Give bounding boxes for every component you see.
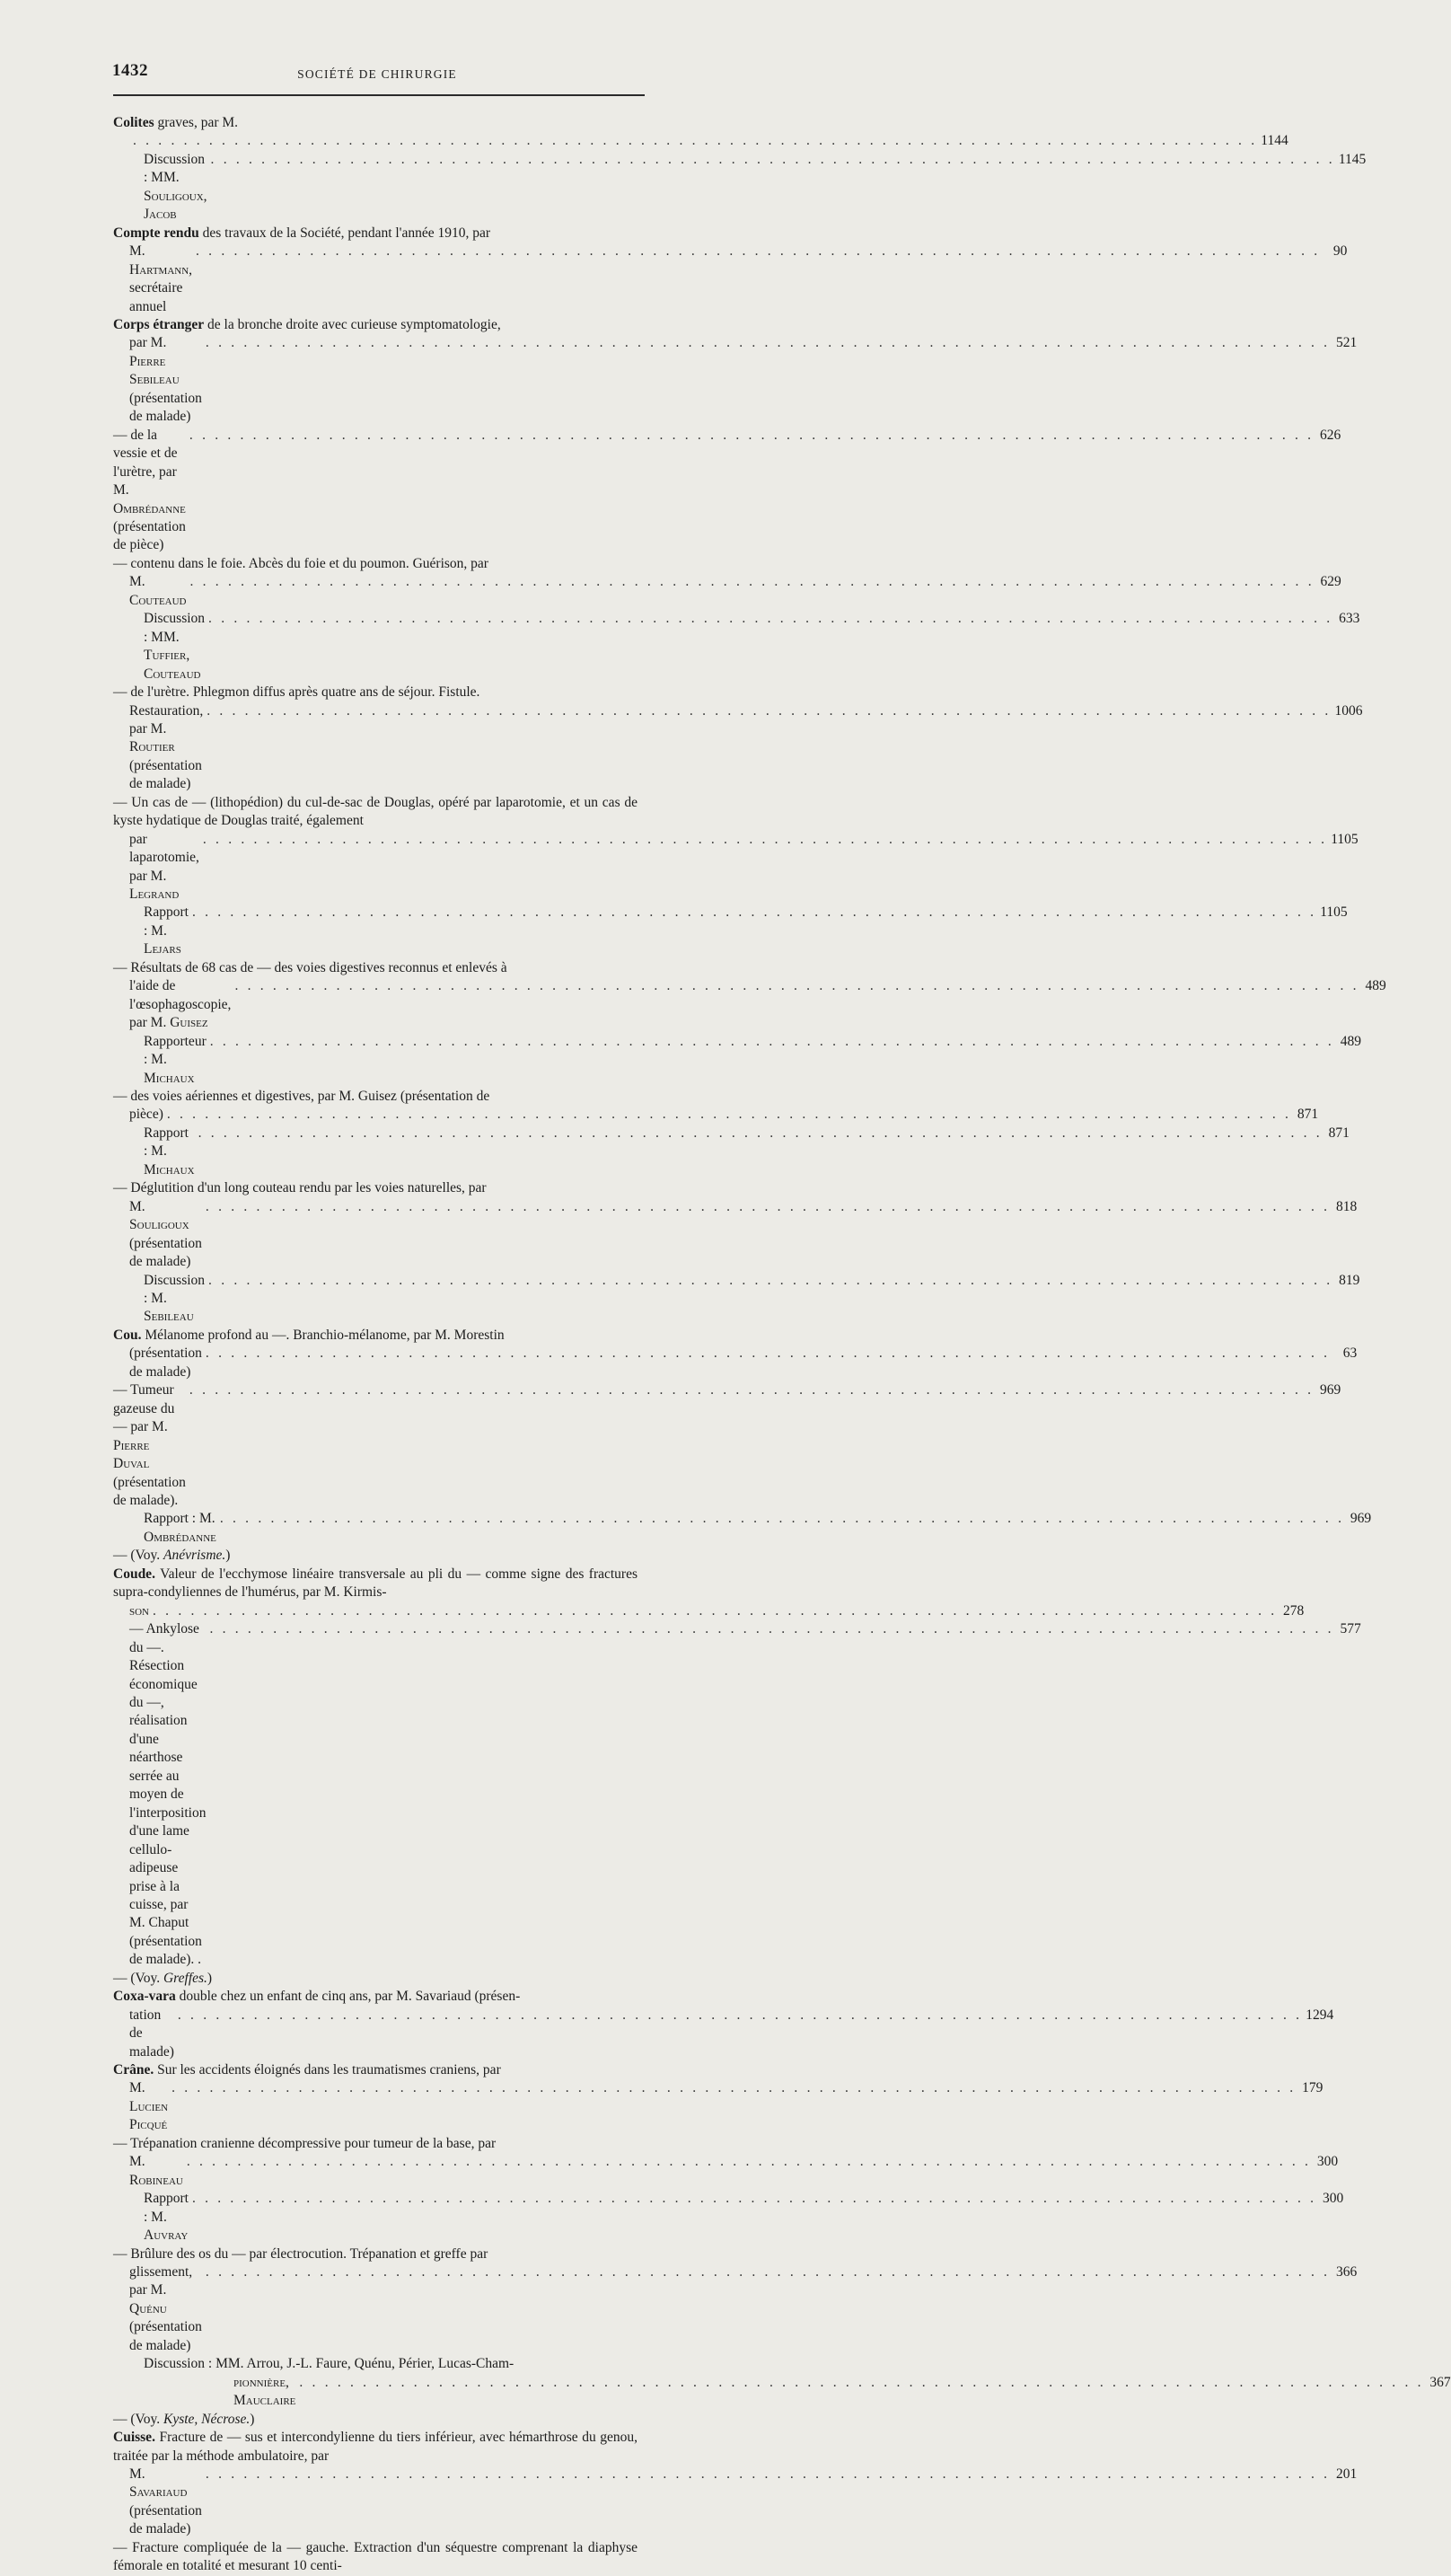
text-run: Discussion : MM. — [144, 151, 206, 186]
index-line — [113, 2153, 1339, 2190]
author-name: Tuffier, Couteaud — [144, 648, 201, 682]
entry-text — [129, 334, 202, 426]
entry-text: — Brûlure des os du — par électrocution. Trépanation et greffe par — [113, 2245, 488, 2262]
text-run: par M. — [129, 335, 167, 351]
dot-leader: . . . . . . . . . . . . . . . . . . . . . . . . . . . . . . . . . . . . . . . . . . . . . . . . . . . . . . . . . . . . . . . . . . . . . . . . . . . . . . . . . . . . . . . . . — [186, 2154, 1312, 2170]
author-name: Guisez — [170, 1015, 208, 1031]
dot-leader: . . . . . . . . . . . . . . . . . . . . . . . . . . . . . . . . . . . . . . . . . . . . . . . . . . . . . . . . . . . . . . . . . . . . . . . . . . . . . . . . . . . . . . . . . — [191, 904, 1317, 921]
index-line — [113, 1602, 1305, 1620]
dot-leader: . . . . . . . . . . . . . . . . . . . . . . . . . . . . . . . . . . . . . . . . . . . . . . . . . . . . . . . . . . . . . . . . . . . . . . . . . . . . . . . . . . . . . . . . . — [207, 702, 1332, 719]
entry-heading-line — [113, 1988, 638, 2006]
text-run: Rapport : M. — [144, 2191, 189, 2225]
index-line — [113, 2007, 1334, 2061]
text-run: Fracture de — sus et intercondylienne du tiers inférieur, avec hémarthrose du genou, traitée par la méthode ambulatoire, par — [113, 2430, 638, 2464]
index-line — [113, 427, 1341, 555]
text-run: M. — [129, 2080, 145, 2096]
text-run: ) — [225, 1548, 231, 1564]
text-run: (présentation de malade) — [129, 757, 202, 792]
author-name: Couteaud — [129, 592, 187, 608]
page-ref: 626 — [1319, 427, 1341, 443]
entry-text — [129, 977, 231, 1032]
text-run: (présentation de pièce) — [113, 518, 186, 553]
index-line — [113, 2263, 1358, 2355]
author-name: son — [129, 1602, 150, 1619]
entry-text — [129, 1620, 206, 1970]
see-also-line — [113, 1970, 638, 1988]
page-ref: 63 — [1342, 1345, 1358, 1362]
author-name: Lejars — [144, 941, 181, 957]
page-ref: 577 — [1340, 1621, 1361, 1637]
text-run: Rapport : M. — [144, 1125, 189, 1160]
dot-leader: . . . . . . . . . . . . . . . . . . . . . . . . . . . . . . . . . . . . . . . . . . . . . . . . . . . . . . . . . . . . . . . . . . . . . . . . . . . . . . . . . . . . . . . . . — [189, 1382, 1315, 1398]
entry-heading-line — [113, 1566, 638, 1602]
entry-heading: Coxa-vara — [113, 1989, 176, 2005]
index-line — [113, 1125, 1350, 1179]
index-line — [113, 573, 1341, 610]
text-run: M. — [129, 574, 145, 590]
text-run: M. — [129, 2154, 145, 2170]
index-line — [113, 1345, 1358, 1381]
text-run: des travaux de la Société, pendant l'année 1910, par — [198, 225, 491, 241]
entry-heading: Crâne. — [113, 2062, 154, 2078]
text-run: pièce) — [129, 1107, 163, 1123]
index-line — [113, 831, 1359, 904]
page-ref: 1145 — [1338, 151, 1367, 167]
see-also-line — [113, 2411, 638, 2429]
entry-text: — Résultats de 68 cas de — des voies digestives reconnus et enlevés à — [113, 959, 507, 975]
text-run: , secrétaire annuel — [129, 261, 193, 314]
author-name: Souligoux — [129, 1217, 189, 1233]
entry-heading: Cou. — [113, 1327, 142, 1343]
index-list — [113, 114, 1451, 2576]
entry-text — [129, 831, 199, 904]
text-run: Mélanome profond au —. Branchio-mélanome, par M. Morestin — [141, 1327, 505, 1343]
entry-text — [129, 2079, 168, 2134]
entry-text — [144, 1033, 207, 1088]
text-run: double chez un enfant de cinq ans, par M. Savariaud (présen- — [175, 1989, 521, 2005]
entry-text — [144, 151, 207, 225]
index-line — [113, 1620, 1361, 1970]
entry-heading-line — [113, 2061, 638, 2079]
page-ref: 1294 — [1306, 2007, 1334, 2023]
text-run: Discussion : MM. — [144, 611, 206, 645]
dot-leader: . . . . . . . . . . . . . . . . . . . . . . . . . . . . . . . . . . . . . . . . . . . . . . . . . . . . . . . . . . . . . . . . . . . . . . . . . . . . . . . . . . . . . . . . . — [205, 1198, 1331, 1214]
entry-text — [144, 1125, 195, 1179]
page-ref: 278 — [1283, 1602, 1305, 1619]
entry-heading: Corps étranger — [113, 316, 205, 332]
dot-leader: . . . . . . . . . . . . . . . . . . . . . . . . . . . . . . . . . . . . . . . . . . . . . . . . . . . . . . . . . . . . . . . . . . . . . . . . . . . . . . . . . . . . . . . . . — [208, 1272, 1333, 1288]
text-run: — de la vessie et de l'urètre, par M. — [113, 427, 178, 498]
entry-heading: Coude. — [113, 1566, 155, 1582]
text-run: Rapporteur : M. — [144, 1033, 207, 1068]
entry-text: — Un cas de — (lithopédion) du cul-de-sac de Douglas, opéré par laparotomie, et un cas de kyste hydatique de Douglas traité, également — [113, 794, 638, 829]
text-run: (présentation de malade). — [113, 1474, 186, 1508]
text-run: Sur les accidents éloignés dans les traumatismes craniens, par — [154, 2062, 501, 2078]
dot-leader: . . . . . . . . . . . . . . . . . . . . . . . . . . . . . . . . . . . . . . . . . . . . . . . . . . . . . . . . . . . . . . . . . . . . . . . . . . . . . . . . . . . . . . . . . — [171, 2080, 1297, 2096]
index-line — [113, 2079, 1323, 2134]
entry-text — [129, 2153, 183, 2190]
entry-text — [144, 1272, 205, 1327]
index-line — [113, 702, 1363, 794]
text-run: l'aide de l'œsophagoscopie, par M. — [129, 978, 232, 1031]
page-ref: 179 — [1302, 2080, 1323, 2096]
dot-leader: . . . . . . . . . . . . . . . . . . . . . . . . . . . . . . . . . . . . . . . . . . . . . . . . . . . . . . . . . . . . . . . . . . . . . . . . . . . . . . . . . . . . . . . . . — [166, 1107, 1292, 1123]
text-run: (présentation de malade) — [129, 2319, 202, 2353]
index-line — [113, 1106, 1319, 1124]
page-ref: 521 — [1335, 335, 1358, 351]
page-number: 1432 — [112, 61, 148, 80]
entry-text — [144, 904, 189, 958]
page-ref: 367 — [1429, 2374, 1451, 2390]
entry-text — [233, 2374, 295, 2411]
author-name: Michaux — [144, 1161, 195, 1178]
author-name: Quénu — [129, 2300, 167, 2316]
entry-text — [129, 2263, 202, 2355]
page-ref: 871 — [1328, 1125, 1350, 1141]
dot-leader: . . . . . . . . . . . . . . . . . . . . . . . . . . . . . . . . . . . . . . . . . . . . . . . . . . . . . . . . . . . . . . . . . . . . . . . . . . . . . . . . . . . . . . . . . — [209, 1621, 1334, 1637]
cross-reference: Anévrisme. — [163, 1548, 226, 1564]
index-line — [113, 1272, 1360, 1327]
page-ref: 1105 — [1331, 831, 1359, 847]
text-run: par laparotomie, par M. — [129, 831, 199, 884]
author-name: Savariaud — [129, 2484, 188, 2501]
author-name: Pierre Duval — [113, 1437, 150, 1472]
entry-text — [129, 1345, 202, 1381]
index-line — [113, 1033, 1362, 1088]
text-run: tation de malade) — [129, 2007, 174, 2060]
author-name: Auvray — [144, 2228, 189, 2244]
entry-heading: Cuisse. — [113, 2430, 155, 2446]
dot-leader: . . . . . . . . . . . . . . . . . . . . . . . . . . . . . . . . . . . . . . . . . . . . . . . . . . . . . . . . . . . . . . . . . . . . . . . . . . . . . . . . . . . . . . . . . — [205, 2466, 1331, 2482]
text-run: — (Voy. — [113, 1970, 163, 1986]
author-name: Ombrédanne — [113, 500, 186, 516]
author-name: Michaux — [144, 1070, 195, 1086]
entry-heading-line — [113, 114, 638, 132]
page-ref: 819 — [1339, 1272, 1360, 1288]
text-run: Rapport : M. — [144, 1511, 215, 1527]
entry-text: — des voies aériennes et digestives, par M. Guisez (présentation de — [113, 1089, 490, 1105]
dot-leader: . . . . . . . . . . . . . . . . . . . . . . . . . . . . . . . . . . . . . . . . . . . . . . . . . . . . . . . . . . . . . . . . . . . . . . . . . . . . . . . . . . . . . . . . . — [205, 1345, 1331, 1362]
page-ref: 366 — [1335, 2264, 1358, 2280]
dot-leader: . . . . . . . . . . . . . . . . . . . . . . . . . . . . . . . . . . . . . . . . . . . . . . . . . . . . . . . . . . . . . . . . . . . . . . . . . . . . . . . . . . . . . . . . . — [189, 427, 1315, 443]
text-run: (présentation de malade) — [129, 1345, 202, 1380]
index-line — [113, 1510, 1372, 1547]
entry-heading-line — [113, 316, 638, 334]
dot-leader: . . . . . . . . . . . . . . . . . . . . . . . . . . . . . . . . . . . . . . . . . . . . . . . . . . . . . . . . . . . . . . . . . . . . . . . . . . . . . . . . . . . . . . . . . — [198, 1125, 1323, 1141]
entry-text — [144, 610, 205, 684]
text-run: — (Voy. — [113, 2411, 163, 2427]
index-line — [113, 2190, 1344, 2245]
entry-heading-line — [113, 1327, 638, 1345]
entry-heading: Compte rendu — [113, 225, 199, 241]
entry-text: — Trépanation cranienne décompressive pour tumeur de la base, par — [113, 2135, 497, 2151]
page-ref: 969 — [1350, 1511, 1372, 1527]
see-also-line — [113, 1547, 638, 1565]
entry-text: — Fracture compliquée de la — gauche. Extraction d'un séquestre comprenant la diaphyse fémorale en totalité et mesurant 10 centi- — [113, 2539, 638, 2574]
text-run: Discussion : MM. Arrou, J.-L. Faure, Quénu, Périer, Lucas-Cham- — [144, 2356, 514, 2372]
running-title: SOCIÉTÉ DE CHIRURGIE — [297, 67, 457, 81]
entry-text: — Déglutition d'un long couteau rendu par les voies naturelles, par — [113, 1180, 487, 1196]
text-run: Rapport : M. — [144, 904, 189, 939]
page-ref: 300 — [1316, 2154, 1339, 2170]
text-run: Restauration, par M. — [129, 702, 204, 737]
entry-text — [113, 427, 186, 555]
entry-text — [144, 1510, 216, 1547]
dot-leader: . . . . . . . . . . . . . . . . . . . . . . . . . . . . . . . . . . . . . . . . . . . . . . . . . . . . . . . . . . . . . . . . . . . . . . . . . . . . . . . . . . . . . . . . . — [205, 2264, 1331, 2280]
page-ref: 300 — [1322, 2191, 1344, 2207]
text-run: ) — [250, 2411, 255, 2427]
entry-text: — contenu dans le foie. Abcès du foie et du poumon. Guérison, par — [113, 555, 488, 571]
entry-text — [129, 1106, 163, 1124]
cross-reference: Kyste, Nécrose. — [163, 2411, 251, 2427]
page-ref: 489 — [1365, 978, 1386, 994]
dot-leader: . . . . . . . . . . . . . . . . . . . . . . . . . . . . . . . . . . . . . . . . . . . . . . . . . . . . . . . . . . . . . . . . . . . . . . . . . . . . . . . . . . . . . . . . . — [205, 335, 1331, 351]
index-line — [113, 1198, 1358, 1272]
index-line — [113, 151, 1367, 225]
entry-text — [129, 2007, 174, 2061]
text-run: (présentation de malade) — [129, 1235, 202, 1270]
text-run: — Ankylose du —. Résection économique du —, réalisation d'une néarthose serrée au moyen de l'interposition d'une lame cellulo-adipeuse prise à la cuisse, par M. Chaput (présentation de malade). . — [129, 1621, 207, 1968]
entry-text — [144, 2190, 189, 2245]
entry-text — [129, 2466, 202, 2539]
index-line — [113, 334, 1358, 426]
page-ref: 201 — [1335, 2466, 1358, 2482]
index-line — [113, 2374, 1451, 2411]
index-line — [113, 132, 1288, 150]
entry-text — [129, 1198, 202, 1272]
text-run: graves, par M. — [154, 115, 239, 130]
entry-text — [129, 573, 187, 610]
text-run: — Tumeur gazeuse du — par M. — [113, 1382, 175, 1435]
page-ref: 1144 — [1261, 133, 1288, 149]
dot-leader: . . . . . . . . . . . . . . . . . . . . . . . . . . . . . . . . . . . . . . . . . . . . . . . . . . . . . . . . . . . . . . . . . . . . . . . . . . . . . . . . . . . . . . . . . — [153, 1602, 1278, 1619]
text-run: de la bronche droite avec curieuse symptomatologie, — [204, 316, 501, 332]
index-line — [113, 2466, 1358, 2539]
entry-heading: Colites — [113, 115, 154, 130]
entry-text — [129, 702, 203, 794]
page-ref: 629 — [1320, 574, 1341, 590]
dot-leader: . . . . . . . . . . . . . . . . . . . . . . . . . . . . . . . . . . . . . . . . . . . . . . . . . . . . . . . . . . . . . . . . . . . . . . . . . . . . . . . . . . . . . . . . . — [208, 611, 1333, 627]
entry-text — [129, 1602, 149, 1620]
entry-heading-line — [113, 225, 638, 243]
author-name: Hartmann — [129, 261, 189, 278]
page-ref: 818 — [1335, 1198, 1358, 1214]
entry-text — [129, 243, 192, 316]
index-line — [113, 610, 1360, 684]
dot-leader: . . . . . . . . . . . . . . . . . . . . . . . . . . . . . . . . . . . . . . . . . . . . . . . . . . . . . . . . . . . . . . . . . . . . . . . . . . . . . . . . . . . . . . . . . — [299, 2374, 1424, 2390]
dot-leader: . . . . . . . . . . . . . . . . . . . . . . . . . . . . . . . . . . . . . . . . . . . . . . . . . . . . . . . . . . . . . . . . . . . . . . . . . . . . . . . . . . . . . . . . . — [234, 978, 1359, 994]
entry-text — [113, 1381, 186, 1510]
author-name: pionnière, Mauclaire — [233, 2374, 296, 2409]
index-line — [113, 243, 1348, 316]
dot-leader: . . . . . . . . . . . . . . . . . . . . . . . . . . . . . . . . . . . . . . . . . . . . . . . . . . . . . . . . . . . . . . . . . . . . . . . . . . . . . . . . . . . . . . . . . — [209, 1033, 1335, 1049]
page-ref: 871 — [1297, 1107, 1319, 1123]
dot-leader: . . . . . . . . . . . . . . . . . . . . . . . . . . . . . . . . . . . . . . . . . . . . . . . . . . . . . . . . . . . . . . . . . . . . . . . . . . . . . . . . . . . . . . . . . — [189, 574, 1315, 590]
dot-leader: . . . . . . . . . . . . . . . . . . . . . . . . . . . . . . . . . . . . . . . . . . . . . . . . . . . . . . . . . . . . . . . . . . . . . . . . . . . . . . . . . . . . . . . . . — [219, 1511, 1345, 1527]
author-name: Lucien Picqué — [129, 2098, 169, 2133]
text-run: M. — [129, 1198, 145, 1214]
entry-text — [144, 2355, 514, 2373]
author-name: Ombrédanne — [144, 1529, 216, 1545]
page-ref: 633 — [1339, 611, 1360, 627]
index-line — [113, 2355, 638, 2373]
author-name: Souligoux, Jacob — [144, 188, 207, 223]
text-run: Discussion : M. — [144, 1272, 206, 1306]
dot-leader: . . . . . . . . . . . . . . . . . . . . . . . . . . . . . . . . . . . . . . . . . . . . . . . . . . . . . . . . . . . . . . . . . . . . . . . . . . . . . . . . . . . . . . . . . — [133, 133, 1258, 149]
entry-text: — de l'urètre. Phlegmon diffus après quatre ans de séjour. Fistule. — [113, 684, 480, 701]
entry-heading-line — [113, 2429, 638, 2466]
text-run: — (Voy. — [113, 1548, 163, 1564]
cross-reference: Greffes. — [163, 1970, 207, 1986]
author-name: Robineau — [129, 2172, 183, 2188]
text-run: glissement, par M. — [129, 2264, 193, 2298]
author-name: Pierre Sebileau — [129, 353, 180, 388]
index-line — [113, 904, 1348, 958]
author-name: Sebileau — [144, 1309, 194, 1325]
index-line — [113, 977, 1386, 1032]
page-ref: 969 — [1319, 1382, 1341, 1398]
text-run: Valeur de l'ecchymose linéaire transversale au pli du — comme signe des fractures supra-condyliennes de l'humérus, par M. Kirmis- — [113, 1566, 638, 1601]
dot-leader: . . . . . . . . . . . . . . . . . . . . . . . . . . . . . . . . . . . . . . . . . . . . . . . . . . . . . . . . . . . . . . . . . . . . . . . . . . . . . . . . . . . . . . . . . — [196, 243, 1321, 260]
text-run: ) — [207, 1970, 213, 1986]
page-ref: 1006 — [1334, 702, 1363, 719]
page-ref: 1105 — [1320, 904, 1348, 921]
header-rule — [113, 94, 645, 96]
author-name: Legrand — [129, 887, 180, 903]
text-run: M. — [129, 243, 145, 260]
text-run: M. — [129, 2466, 145, 2482]
page-ref: 489 — [1340, 1033, 1362, 1049]
dot-leader: . . . . . . . . . . . . . . . . . . . . . . . . . . . . . . . . . . . . . . . . . . . . . . . . . . . . . . . . . . . . . . . . . . . . . . . . . . . . . . . . . . . . . . . . . — [210, 151, 1335, 167]
index-line — [113, 1381, 1341, 1510]
text-run: (présentation de malade) — [129, 2502, 202, 2537]
text-run: (présentation de malade) — [129, 390, 202, 425]
page-ref: 90 — [1332, 243, 1348, 260]
dot-leader: . . . . . . . . . . . . . . . . . . . . . . . . . . . . . . . . . . . . . . . . . . . . . . . . . . . . . . . . . . . . . . . . . . . . . . . . . . . . . . . . . . . . . . . . . — [191, 2191, 1317, 2207]
author-name: Routier — [129, 739, 175, 755]
dot-leader: . . . . . . . . . . . . . . . . . . . . . . . . . . . . . . . . . . . . . . . . . . . . . . . . . . . . . . . . . . . . . . . . . . . . . . . . . . . . . . . . . . . . . . . . . — [202, 831, 1328, 847]
dot-leader: . . . . . . . . . . . . . . . . . . . . . . . . . . . . . . . . . . . . . . . . . . . . . . . . . . . . . . . . . . . . . . . . . . . . . . . . . . . . . . . . . . . . . . . . . — [177, 2007, 1303, 2023]
